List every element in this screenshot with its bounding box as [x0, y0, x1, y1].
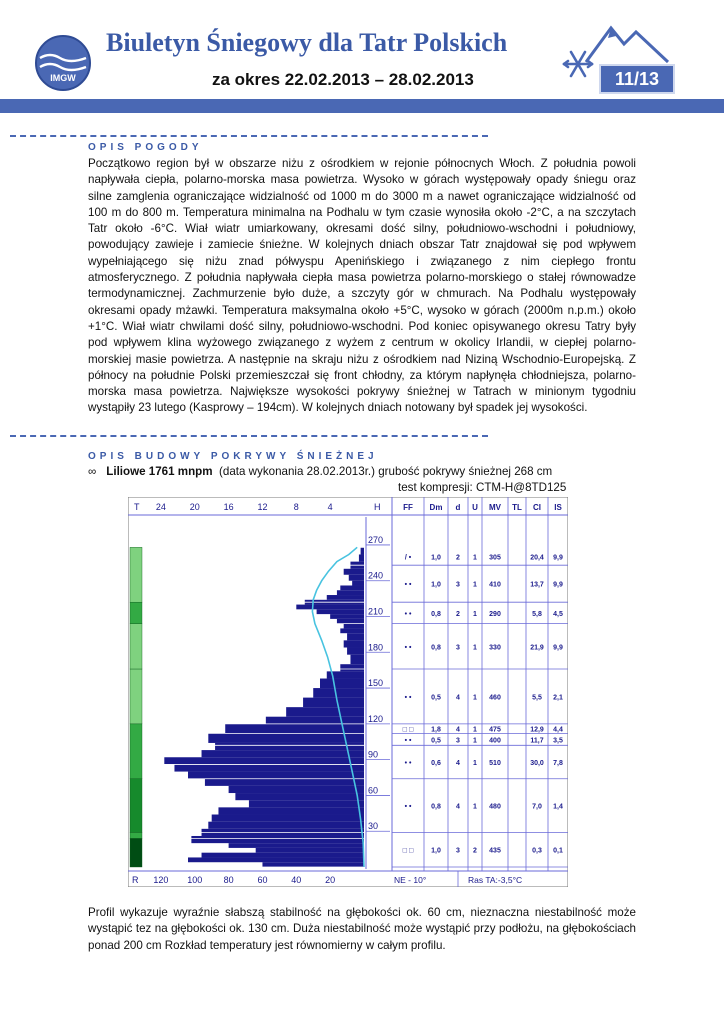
resistance-bar	[174, 764, 364, 771]
resistance-tick-label: 40	[291, 875, 302, 885]
page-number-badge: 11/13	[599, 64, 675, 94]
resistance-bar	[340, 628, 364, 633]
resistance-bar	[347, 633, 364, 640]
resistance-bar	[208, 822, 364, 829]
height-tick-label: 150	[368, 678, 384, 689]
table-cell: 435	[489, 847, 501, 855]
resistance-tick-label: 20	[325, 875, 336, 885]
table-cell: • •	[404, 610, 412, 618]
hardness-strip-segment	[130, 669, 142, 724]
table-cell: 5,8	[532, 610, 542, 618]
resistance-bar	[205, 779, 364, 786]
temp-tick-label: 24	[155, 502, 166, 512]
table-cell: 4,5	[553, 610, 563, 618]
table-column-header: IS	[554, 503, 562, 512]
table-cell: 4	[456, 760, 460, 768]
table-cell: 9,9	[553, 554, 563, 562]
temp-axis-label: T	[134, 502, 140, 512]
table-cell: 0,5	[431, 694, 441, 702]
resistance-bar	[202, 750, 364, 757]
table-cell: 3,5	[553, 737, 563, 745]
table-cell: • •	[404, 644, 412, 652]
table-cell: 1	[473, 610, 477, 618]
height-tick-label: 60	[368, 785, 379, 796]
temp-tick-label: 20	[189, 502, 200, 512]
table-cell: 3	[456, 737, 460, 745]
resistance-bar	[218, 807, 364, 814]
table-cell: 305	[489, 554, 501, 562]
table-cell: 1	[473, 726, 477, 734]
section-divider	[10, 135, 488, 137]
resistance-bar	[235, 793, 364, 800]
resistance-bar	[337, 590, 364, 595]
table-column-header: d	[455, 503, 461, 512]
imgw-logo	[34, 34, 92, 92]
resistance-axis-label: R	[132, 875, 139, 885]
resistance-tick-label: 120	[153, 875, 169, 885]
weather-description: Początkowo region był w obszarze niżu z ośrodkiem w rejonie północnych Włoch. Z południa powoli napływała ciepła, polarno-morska masa powietrza. Wysoko w górach występowały opady śniegu oraz silne zamglenia ograniczające widzialność od 1000 m do 3000 m a nawet ograniczające widzialność od 100 m do 800 m. Temperatura minimalna na Podhalu w tym czasie wynosiła około -2°C, a na szczytach Tatr około -6°C. Wiał wiatr umiarkowany, okresami dość silny, południowo-wschodni i południowy, powodujący zawieje i zamiecie śnieżne. W kolejnych dniach obszar Tatr znajdował się pod wpływem wypełniającego się niżu znad półwyspu Apenińskiego i związanego z nim ciepłego frontu atmosferycznego. Z południa napływała ciepła masa powietrza polarno-morskiego o stałej równowadze termodynamicznej. Zachmurzenie było duże, a szczyty gór w chmurach. Na Podhalu występowały okresami opady mżawki. Temperatura maksymalna około +5°C, wysoko w górach (2000m n.p.m.) około +1°C. Wiał wiatr chwilami dość silny, południowo-wschodni. Pod koniec opisywanego okresu Tatry były pod wpływem klina wyżowego związanego z wyżem z centrum w okolicy Irlandii, w ciepłej polarno-morskiej masie powietrza. A następnie na skraju niżu z ośrodkiem nad Niziną Wschodnio-Europejską. Z północy na południe Polski przemieszczał się front chłodny, za którym napłynęła chłodniejsza, polarno-morska masa powietrza. Największe wysokości pokrywy śnieżnej w Tatrach w minionym tygodniu wystąpiły 23 lutego (Kasprowy – 194cm). W kolejnych dniach notowany był spadek jej wysokości.	[88, 157, 636, 415]
table-cell: 9,9	[553, 644, 563, 652]
footer-air-temp: Ras TA:-3,5°C	[468, 875, 523, 885]
table-cell: 4	[456, 803, 460, 811]
resistance-tick-label: 80	[223, 875, 234, 885]
hardness-strip-segment	[130, 779, 142, 833]
hardness-strip-segment	[130, 838, 142, 867]
table-cell: 410	[489, 581, 501, 589]
height-tick-label: 210	[368, 606, 384, 617]
height-tick-label: 180	[368, 642, 384, 653]
table-cell: 3	[456, 847, 460, 855]
imgw-logo-text: IMGW	[50, 73, 76, 83]
resistance-bar	[212, 815, 364, 822]
footer-aspect: NE - 10°	[394, 875, 427, 885]
table-cell: 1,4	[553, 803, 563, 811]
table-cell: 2,1	[553, 694, 563, 702]
resistance-bar	[349, 575, 364, 581]
bulletin-period: za okres 22.02.2013 – 28.02.2013	[212, 70, 474, 89]
table-cell: • •	[404, 581, 412, 589]
table-cell: 5,5	[532, 694, 542, 702]
table-cell: □ □	[402, 726, 414, 734]
resistance-bar	[344, 569, 364, 575]
temp-tick-label: 12	[257, 502, 268, 512]
hardness-strip-segment	[130, 602, 142, 623]
table-column-header: CI	[533, 503, 541, 512]
table-cell: 11,7	[530, 737, 544, 745]
table-cell: 330	[489, 644, 501, 652]
resistance-bar	[249, 800, 364, 807]
bullet-icon: ∞	[88, 465, 97, 478]
table-cell: 4,4	[553, 726, 563, 734]
table-cell: 1	[473, 694, 477, 702]
resistance-bar	[229, 843, 364, 848]
table-cell: 0,1	[553, 847, 563, 855]
table-cell: 480	[489, 803, 501, 811]
resistance-tick-label: 100	[187, 875, 203, 885]
table-cell: • •	[404, 803, 412, 811]
table-cell: 510	[489, 760, 501, 768]
table-cell: 0,6	[431, 760, 441, 768]
table-cell: 1	[473, 554, 477, 562]
bulletin-title: Biuletyn Śniegowy dla Tatr Polskich	[106, 28, 508, 57]
table-cell: 460	[489, 694, 501, 702]
resistance-bar	[188, 857, 364, 862]
resistance-bar	[266, 717, 364, 724]
table-cell: 7,8	[553, 760, 563, 768]
table-cell: 1	[473, 581, 477, 589]
table-cell: 1	[473, 760, 477, 768]
table-cell: 21,9	[530, 644, 544, 652]
temp-tick-label: 16	[223, 502, 234, 512]
table-cell: 3	[456, 581, 460, 589]
table-cell: 475	[489, 726, 501, 734]
resistance-bar	[361, 547, 364, 554]
resistance-bar	[286, 707, 364, 717]
profile-info-line	[88, 465, 636, 478]
header-band	[0, 99, 724, 113]
resistance-bar	[256, 848, 364, 853]
table-cell: 2	[473, 847, 477, 855]
table-cell: 30,0	[530, 760, 544, 768]
resistance-bar	[313, 688, 364, 698]
resistance-bar	[317, 609, 364, 614]
resistance-bar	[202, 853, 364, 858]
resistance-bar	[337, 619, 364, 624]
resistance-bar	[262, 862, 364, 867]
table-cell: 400	[489, 737, 501, 745]
height-tick-label: 30	[368, 821, 379, 832]
resistance-bar	[359, 554, 364, 561]
table-cell: □ □	[402, 847, 414, 855]
resistance-bar	[229, 786, 364, 793]
resistance-bar	[344, 640, 364, 647]
table-column-header: MV	[489, 503, 501, 512]
table-cell: 2	[456, 610, 460, 618]
table-cell: 0,3	[532, 847, 542, 855]
table-cell: 7,0	[532, 803, 542, 811]
resistance-bar	[320, 679, 364, 689]
table-cell: 13,7	[530, 581, 544, 589]
table-column-header: TL	[512, 503, 522, 512]
station-name: Liliowe 1761 mnpm	[106, 465, 213, 478]
temp-tick-label: 4	[327, 502, 333, 512]
hardness-strip-segment	[130, 624, 142, 669]
table-cell: 1,0	[431, 581, 441, 589]
resistance-bar	[215, 743, 364, 750]
height-tick-label: 120	[368, 713, 384, 724]
height-axis-label: H	[374, 502, 381, 512]
table-cell: / •	[404, 554, 412, 562]
table-cell: 1	[473, 644, 477, 652]
profile-details: (data wykonania 28.02.2013r.) grubość pokrywy śnieżnej 268 cm	[219, 465, 553, 478]
table-cell: 1,0	[431, 554, 441, 562]
height-tick-label: 90	[368, 749, 379, 760]
table-cell: • •	[404, 760, 412, 768]
weather-heading: OPIS POGODY	[88, 142, 203, 153]
table-cell: 2	[456, 554, 460, 562]
table-cell: 1,0	[431, 847, 441, 855]
resistance-bar	[208, 733, 364, 743]
table-cell: 1,8	[431, 726, 441, 734]
snowpack-heading: OPIS BUDOWY POKRYWY ŚNIEŻNEJ	[88, 451, 378, 462]
table-cell: 4	[456, 694, 460, 702]
resistance-bar	[330, 614, 364, 619]
section-divider	[10, 435, 488, 437]
resistance-tick-label: 60	[257, 875, 268, 885]
resistance-bar	[340, 664, 364, 671]
resistance-bar	[296, 605, 364, 610]
table-cell: 1	[473, 803, 477, 811]
table-cell: • •	[404, 737, 412, 745]
table-cell: 0,5	[431, 737, 441, 745]
resistance-bar	[327, 595, 364, 600]
table-cell: 20,4	[530, 554, 544, 562]
height-tick-label: 240	[368, 570, 384, 581]
profile-summary: Profil wykazuje wyraźnie słabszą stabilność na głębokości ok. 60 cm, nieznaczna niestabilność może wystąpić tez na głębokości ok. 130 cm. Duża niestabilność może wystąpić przy podłożu, na głębokościach ponad 200 cm Rozkład temperatury jest równomierny w całym profilu.	[88, 906, 636, 952]
table-cell: 3	[456, 644, 460, 652]
table-cell: 1	[473, 737, 477, 745]
table-cell: 9,9	[553, 581, 563, 589]
resistance-bar	[350, 655, 364, 665]
table-cell: 4	[456, 726, 460, 734]
table-cell: 12,9	[530, 726, 544, 734]
resistance-bar	[164, 757, 364, 764]
temp-tick-label: 8	[293, 502, 299, 512]
table-column-header: FF	[403, 503, 413, 512]
table-cell: 0,8	[431, 803, 441, 811]
table-column-header: U	[472, 503, 478, 512]
hardness-strip-segment	[130, 547, 142, 602]
table-column-header: Dm	[429, 503, 443, 512]
table-cell: • •	[404, 694, 412, 702]
resistance-bar	[303, 698, 364, 708]
snow-profile-chart	[128, 497, 568, 887]
table-cell: 290	[489, 610, 501, 618]
table-cell: 0,8	[431, 610, 441, 618]
height-tick-label: 270	[368, 534, 384, 545]
hardness-strip-segment	[130, 724, 142, 779]
table-cell: 0,8	[431, 644, 441, 652]
hardness-strip-segment	[130, 832, 142, 838]
resistance-bar	[347, 648, 364, 655]
resistance-bar	[340, 585, 364, 590]
resistance-bar	[352, 581, 364, 586]
compression-test: test kompresji: CTM-H@8TD125	[398, 481, 567, 494]
resistance-bar	[344, 624, 364, 629]
resistance-bar	[191, 836, 364, 843]
resistance-bar	[188, 772, 364, 779]
